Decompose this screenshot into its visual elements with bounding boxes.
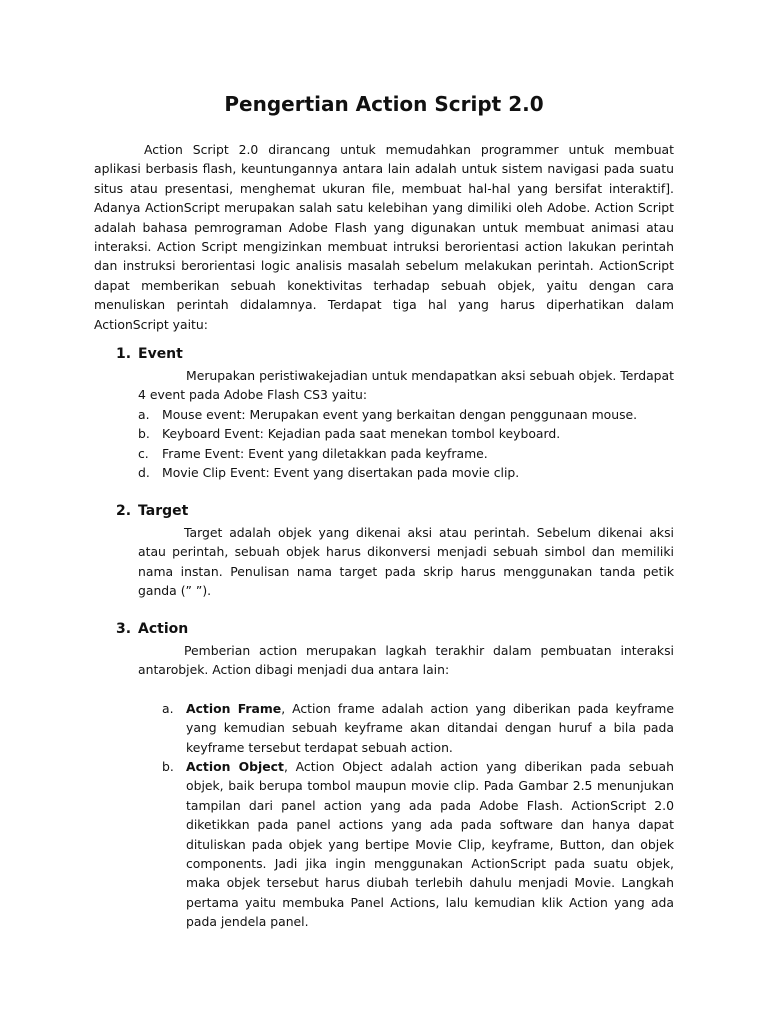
list-item-text: , Action frame adalah action yang diberikan pada keyframe yang kemudian sebuah keyframe akan ditandai dengan huruf a bila pada keyframe tersebut terdapat sebuah action. [186, 700, 674, 755]
section-heading [94, 344, 674, 364]
section-paragraph: Merupakan peristiwakejadian untuk mendapatkan aksi sebuah objek. Terdapat 4 event pada Adobe Flash CS3 yaitu: [138, 368, 674, 403]
list-item [94, 757, 674, 932]
list-item-text: Mouse event: Merupakan event yang berkaitan dengan penggunaan mouse. [162, 406, 638, 422]
section-title: Event [138, 346, 183, 362]
list-marker: b. [138, 426, 150, 442]
list-item-text: Frame Event: Event yang diletakkan pada keyframe. [162, 445, 488, 461]
list-marker: a. [162, 700, 174, 716]
list-marker: b. [162, 759, 174, 775]
section-heading [94, 619, 674, 639]
list-item-text: , Action Object adalah action yang diberikan pada sebuah objek, baik berupa tombol maupun movie clip. Pada Gambar 2.5 menunjukan tampilan dari panel action yang ada pada Adobe Flash. ActionScript 2.0 diketikkan pada panel actions yang ada pada software dan hanya dapat dituliskan pada objek yang bertipe Movie Clip, keyframe, Button, dan objek components. Jadi jika ingin menggunakan ActionScript pada suatu objek, maka objek tersebut harus diubah terlebih dahulu menjadi Movie. Langkah pertama yaitu membuka Panel Actions, lalu kemudian klik Action yang ada pada jendela panel. [186, 759, 674, 930]
list-marker: c. [138, 445, 149, 461]
section-paragraph: Target adalah objek yang dikenai aksi atau perintah. Sebelum dikenai aksi atau perintah, sebuah objek harus dikonversi menjadi sebuah simbol dan memiliki nama instan. Penulisan nama target pada skrip harus menggunakan tanda petik ganda (” ”). [138, 525, 674, 599]
list-item-term: Action Object [186, 759, 284, 775]
list-item [94, 699, 674, 757]
page-title: Pengertian Action Script 2.0 [224, 92, 544, 116]
section-paragraph: Pemberian action merupakan lagkah terakhir dalam pembuatan interaksi antarobjek. Action dibagi menjadi dua antara lain: [138, 643, 674, 678]
list-item-text: Keyboard Event: Kejadian pada saat menekan tombol keyboard. [162, 426, 561, 442]
list-marker: a. [138, 406, 150, 422]
list-item [94, 424, 674, 443]
list-marker: d. [138, 465, 150, 481]
section-event [94, 344, 674, 482]
section-heading [94, 501, 674, 521]
section-action [94, 619, 674, 932]
intro-paragraph: Action Script 2.0 dirancang untuk memudahkan programmer untuk membuat aplikasi berbasis flash, keuntungannya antara lain adalah untuk sistem navigasi pada suatu situs atau presentasi, menghemat ukuran file, membuat hal-hal yang bersifat interaktif]. Adanya ActionScript merupakan salah satu kelebihan yang dimiliki oleh Adobe. Action Script adalah bahasa pemrograman Adobe Flash yang digunakan untuk membuat animasi atau interaksi. Action Script mengizinkan membuat intruksi berorientasi action lakukan perintah dan instruksi berorientasi logic analisis masalah sebelum melakukan perintah. ActionScript dapat memberikan sebuah konektivitas terhadap sebuah objek, yaitu dengan cara menuliskan perintah didalamnya. Terdapat tiga hal yang harus diperhatikan dalam ActionScript yaitu: [94, 142, 674, 332]
list-item-text: Movie Clip Event: Event yang disertakan pada movie clip. [162, 465, 520, 481]
list-item [94, 405, 674, 424]
section-title: Action [138, 621, 189, 637]
list-item-term: Action Frame [186, 700, 282, 716]
section-target [94, 501, 674, 601]
list-item [94, 463, 674, 482]
action-list [94, 699, 674, 932]
section-number: 1. [116, 346, 132, 362]
list-item [94, 444, 674, 463]
section-number: 2. [116, 503, 132, 519]
event-list [94, 405, 674, 483]
section-number: 3. [116, 621, 132, 637]
section-title: Target [138, 503, 189, 519]
